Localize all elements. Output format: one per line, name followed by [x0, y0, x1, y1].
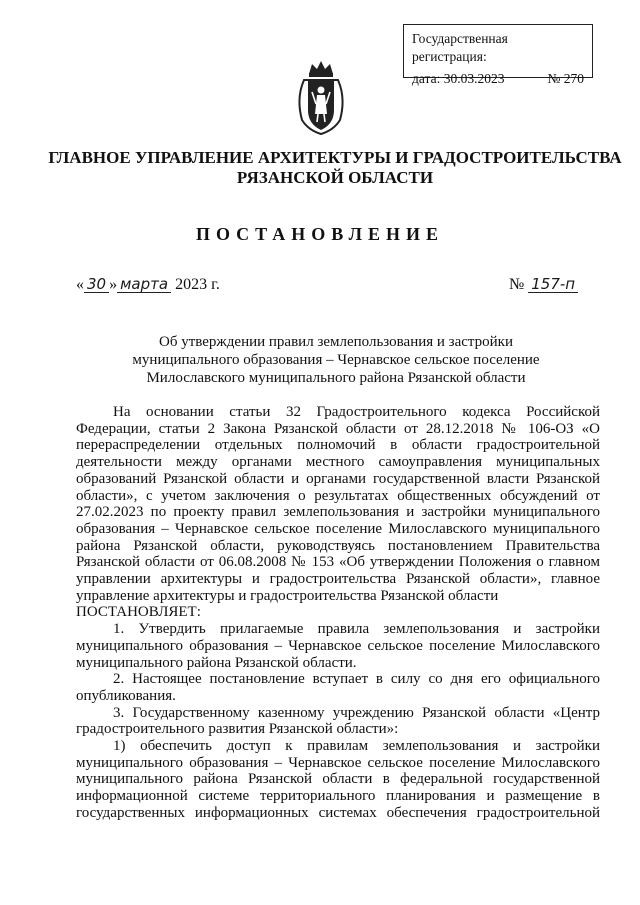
- subject-line3: Милославского муниципального района Рязанской области: [146, 370, 526, 386]
- number-label: №: [509, 276, 525, 293]
- registration-title: Государственная регистрация:: [412, 31, 508, 64]
- registration-stamp: [403, 24, 593, 86]
- registration-details: [412, 70, 584, 88]
- date-month: марта: [117, 276, 171, 293]
- date-day: 30: [84, 276, 109, 293]
- date-year: 2023 г.: [175, 276, 220, 293]
- item-3-1-paragraph: 1) обеспечить доступ к правилам землепользования и застройки муниципального образования – Чернавское сельское поселение Милославского муниципального района Рязанской области в федеральной государственной информационной системе территориального планирования и размещение в государственных информационных системах обеспечения градостроительной: [76, 738, 600, 821]
- agency-name-line2: РЯЗАНСКОЙ ОБЛАСТИ: [236, 168, 434, 187]
- preamble-paragraph: На основании статьи 32 Градостроительного кодекса Российской Федерации, статьи 2 Закона Рязанской области от 28.12.2018 № 106-ОЗ «О перераспределении отдельных полномочий в области градостроительной деятельности между органами местного самоуправления муниципальных образований Рязанской области и органами государственной власти Рязанской области», с учетом заключения о результатах общественных обсуждений от 27.02.2023 по проекту правил землепользования и застройки муниципального образования – Чернавское сельское поселение Милославского муниципального района Рязанской области, руководствуясь постановлением Правительства Рязанской области от 06.08.2008 № 153 «Об утверждении Положения о главном управлении архитектуры и градостроительства Рязанской области», главное управление архитектуры и градостроительства Рязанской области: [76, 404, 600, 604]
- number-value: 157-п: [528, 276, 578, 293]
- document-subject: [76, 333, 596, 387]
- registration-date: дата: 30.03.2023: [412, 71, 505, 86]
- item-1-paragraph: 1. Утвердить прилагаемые правила землепользования и застройки муниципального образования – Чернавское сельское поселение Милославского муниципального района Рязанской области.: [76, 621, 600, 671]
- subject-line1: Об утверждении правил землепользования и застройки: [159, 334, 513, 350]
- date-quote-open: «: [76, 276, 84, 293]
- coat-of-arms-icon: [294, 58, 348, 138]
- resolves-heading: ПОСТАНОВЛЯЕТ:: [76, 604, 201, 621]
- document-body: [76, 404, 600, 822]
- agency-name: [40, 148, 630, 188]
- registration-number: № 270: [547, 71, 584, 86]
- subject-line2: муниципального образования – Чернавское сельское поселение: [132, 352, 540, 368]
- document-type: ПОСТАНОВЛЕНИЕ: [195, 224, 445, 244]
- document-date: [76, 276, 220, 294]
- document-number: [509, 276, 578, 294]
- date-quote-close: »: [109, 276, 118, 293]
- item-2-paragraph: 2. Настоящее постановление вступает в силу со дня его официального опубликования.: [76, 671, 600, 704]
- item-3-paragraph: 3. Государственному казенному учреждению Рязанской области «Центр градостроительного развития Рязанской области»:: [76, 704, 600, 738]
- agency-name-line1: ГЛАВНОЕ УПРАВЛЕНИЕ АРХИТЕКТУРЫ И ГРАДОСТРОИТЕЛЬСТВА: [48, 148, 622, 167]
